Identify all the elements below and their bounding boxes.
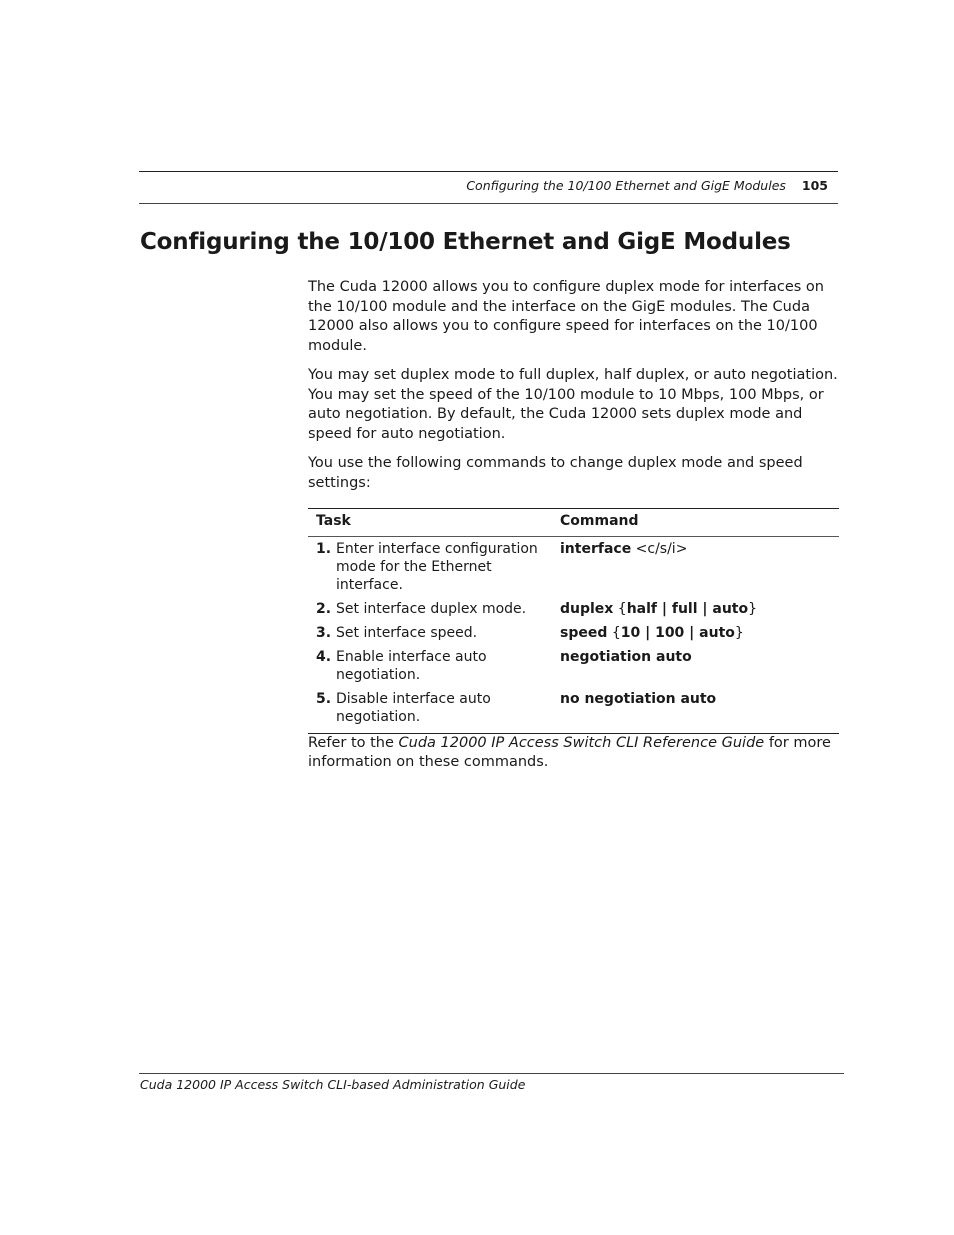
command-cell (556, 621, 839, 645)
reference-prefix: Refer to the (308, 734, 399, 751)
paragraph-options: You may set duplex mode to full duplex, half duplex, or auto negotiation. You may set the speed of the 10/100 module to 10 Mbps, 100 Mbps, or auto negotiation. By default, the Cuda 12000 sets duplex mode and speed for auto negotiation. (308, 366, 838, 442)
task-text: Disable interface auto negotiation. (336, 690, 491, 725)
command-brace-close: } (734, 624, 744, 641)
task-cell (308, 621, 556, 645)
command-options: half | full | auto (626, 600, 749, 617)
section-title: Configuring the 10/100 Ethernet and GigE Modules (140, 229, 791, 255)
command-cell (556, 597, 839, 621)
task-cell (308, 536, 556, 597)
command-brace-open: { (613, 600, 627, 617)
command-brace-close: } (748, 600, 758, 617)
table-header-row (308, 509, 839, 537)
command-keyword: duplex (560, 600, 614, 617)
header-task: Task (308, 509, 556, 537)
task-number: 2. (316, 600, 332, 617)
table-row (308, 536, 839, 597)
command-argument: <c/s/i> (631, 540, 688, 557)
task-number: 3. (316, 624, 332, 641)
paragraph-reference (308, 734, 840, 773)
table-row (308, 687, 839, 734)
command-keyword: no negotiation auto (560, 690, 717, 707)
task-number: 5. (316, 690, 332, 707)
footer-guide-title: Cuda 12000 IP Access Switch CLI-based Administration Guide (140, 1077, 526, 1092)
header-rule-top (139, 171, 838, 172)
command-brace-open: { (607, 624, 621, 641)
command-cell (556, 687, 839, 734)
command-keyword: interface (560, 540, 632, 557)
task-cell (308, 597, 556, 621)
header-rule-bottom (139, 203, 838, 204)
task-number: 1. (316, 540, 332, 557)
page-number: 105 (801, 178, 828, 193)
command-table (308, 508, 839, 734)
running-head-title: Configuring the 10/100 Ethernet and GigE Modules (466, 178, 786, 193)
table-row (308, 597, 839, 621)
paragraph-commands-lead: You use the following commands to change duplex mode and speed settings: (308, 454, 803, 491)
task-text: Set interface speed. (336, 624, 478, 641)
command-keyword: speed (560, 624, 608, 641)
body-column (308, 278, 840, 783)
running-head (466, 178, 828, 193)
paragraph-intro: The Cuda 12000 allows you to configure duplex mode for interfaces on the 10/100 module and the interface on the GigE modules. The Cuda 12000 also allows you to configure speed for interfaces on the 10/100 module. (308, 279, 824, 354)
task-cell (308, 645, 556, 687)
command-cell (556, 536, 839, 597)
task-text: Enable interface auto negotiation. (336, 648, 487, 683)
task-number: 4. (316, 648, 332, 665)
command-keyword: negotiation auto (560, 648, 692, 665)
footer-rule (139, 1073, 844, 1074)
reference-suffix: for more information on these commands. (308, 734, 831, 771)
task-text: Set interface duplex mode. (336, 600, 527, 617)
reference-guide-title: Cuda 12000 IP Access Switch CLI Reference Guide (398, 734, 765, 751)
task-text: Enter interface configuration mode for the Ethernet interface. (336, 540, 538, 593)
table-row (308, 645, 839, 687)
task-cell (308, 687, 556, 734)
command-options: 10 | 100 | auto (620, 624, 735, 641)
command-cell (556, 645, 839, 687)
header-command: Command (556, 509, 839, 537)
table-row (308, 621, 839, 645)
